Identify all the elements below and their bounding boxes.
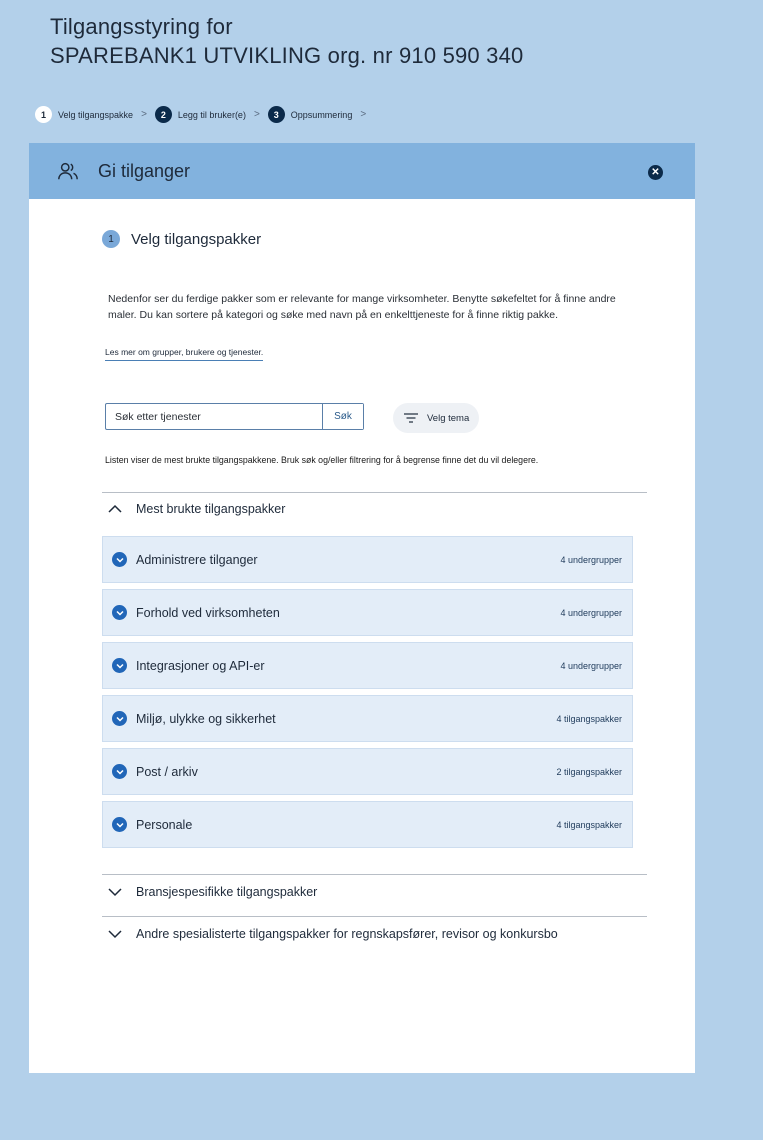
choose-theme-button[interactable] — [393, 403, 479, 433]
group-count: 4 undergrupper — [560, 554, 622, 565]
page-title-line1: Tilgangsstyring for — [50, 14, 233, 39]
accordion-industry — [102, 874, 647, 908]
step-3[interactable] — [268, 106, 353, 123]
group-item-miljo[interactable] — [102, 695, 633, 742]
expand-icon — [112, 711, 127, 726]
step-separator: > — [360, 109, 367, 120]
accordion-industry-title: Bransjespesifikke tilgangspakker — [136, 884, 318, 899]
close-button[interactable] — [648, 165, 663, 180]
chevron-up-icon — [108, 504, 122, 514]
step-1[interactable] — [35, 106, 133, 123]
filter-icon — [403, 412, 419, 424]
group-list — [102, 536, 633, 854]
panel-header — [29, 143, 695, 199]
step-1-number: 1 — [35, 106, 52, 123]
step-2[interactable] — [155, 106, 246, 123]
group-label: Personale — [136, 817, 193, 832]
group-label: Forhold ved virksomheten — [136, 605, 280, 620]
step-3-number: 3 — [268, 106, 285, 123]
accordion-most-used-header[interactable] — [102, 493, 647, 524]
step-separator: > — [141, 109, 147, 120]
access-panel — [29, 143, 695, 1073]
page-title — [50, 12, 524, 70]
section-heading — [102, 230, 261, 248]
list-note: Listen viser de mest brukte tilgangspakkene. Bruk søk og/eller filtrering for å begrense finne det du vil delegere. — [105, 455, 539, 465]
expand-icon — [112, 552, 127, 567]
expand-icon — [112, 764, 127, 779]
step-3-label: Oppsummering — [290, 109, 353, 120]
search-box — [105, 403, 364, 430]
group-label: Administrere tilganger — [136, 552, 258, 567]
group-item-administrere-tilganger[interactable] — [102, 536, 633, 583]
choose-theme-label: Velg tema — [427, 412, 470, 424]
stepper — [35, 106, 368, 123]
group-label: Miljø, ulykke og sikkerhet — [136, 711, 276, 726]
group-item-personale[interactable] — [102, 801, 633, 848]
close-icon: ✕ — [651, 166, 660, 178]
expand-icon — [112, 817, 127, 832]
group-item-post-arkiv[interactable] — [102, 748, 633, 795]
section-title: Velg tilgangspakker — [131, 230, 262, 248]
chevron-down-icon — [108, 887, 122, 897]
learn-more-link[interactable]: Les mer om grupper, brukere og tjenester. — [105, 347, 263, 361]
group-count: 2 tilgangspakker — [556, 766, 622, 777]
expand-icon — [112, 605, 127, 620]
section-number: 1 — [102, 230, 120, 248]
intro-text: Nedenfor ser du ferdige pakker som er relevante for mange virksomheter. Benytte søkefeltet for å finne andre maler. Du kan sortere på kategori og søke med navn på en enkelttjeneste for å finne riktig pakke. — [108, 293, 616, 321]
group-label: Integrasjoner og API-er — [136, 658, 265, 673]
accordion-specialized — [102, 916, 647, 950]
accordion-most-used — [102, 492, 647, 524]
step-separator: > — [253, 109, 260, 120]
search-input[interactable] — [106, 404, 322, 429]
accordion-specialized-header[interactable] — [102, 917, 647, 950]
group-count: 4 tilgangspakker — [556, 713, 622, 724]
chevron-down-icon — [108, 929, 122, 939]
group-item-integrasjoner[interactable] — [102, 642, 633, 689]
accordion-specialized-title: Andre spesialisterte tilgangspakker for regnskapsfører, revisor og konkursbo — [136, 926, 558, 941]
accordion-industry-header[interactable] — [102, 875, 647, 908]
group-count: 4 tilgangspakker — [556, 819, 622, 830]
page-title-line2: SPAREBANK1 UTVIKLING org. nr 910 590 340 — [50, 43, 524, 68]
group-label: Post / arkiv — [136, 764, 198, 779]
expand-icon — [112, 658, 127, 673]
group-count: 4 undergrupper — [560, 660, 622, 671]
step-2-number: 2 — [155, 106, 172, 123]
step-2-label: Legg til bruker(e) — [177, 109, 246, 120]
accordion-most-used-title: Mest brukte tilgangspakker — [136, 501, 286, 516]
group-item-forhold-ved-virksomheten[interactable] — [102, 589, 633, 636]
search-button[interactable]: Søk — [322, 404, 363, 429]
users-icon — [57, 160, 79, 182]
group-count: 4 undergrupper — [560, 607, 622, 618]
panel-title: Gi tilganger — [98, 160, 191, 181]
step-1-label: Velg tilgangspakke — [58, 109, 134, 120]
